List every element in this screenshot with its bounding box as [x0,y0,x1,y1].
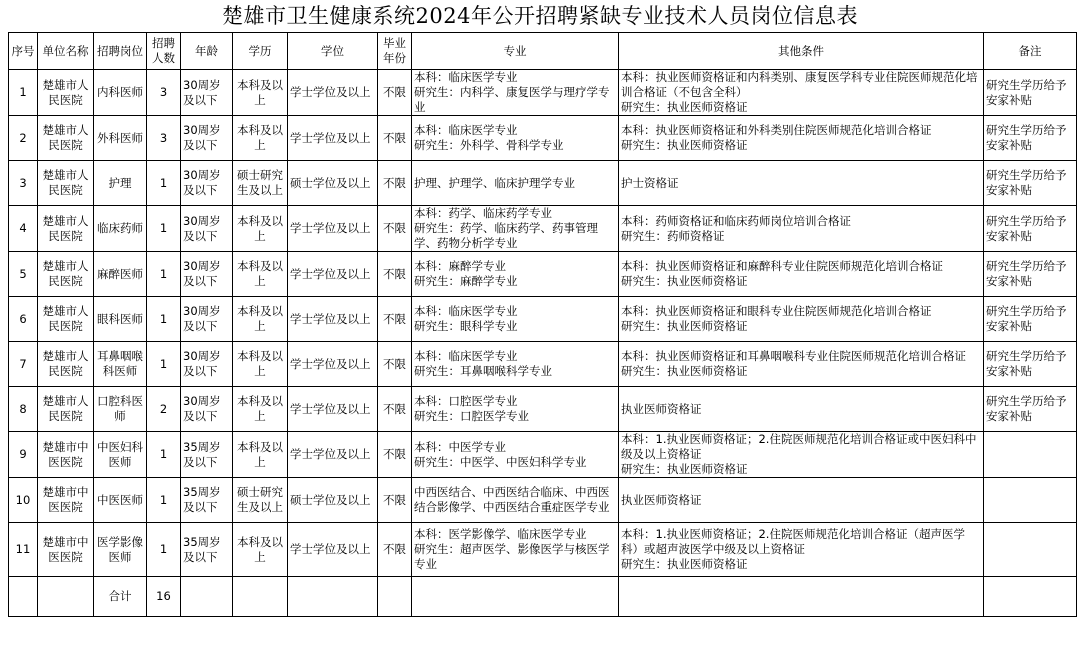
cell-graduation-year: 不限 [378,116,412,161]
cell-note: 研究生学历给予安家补贴 [984,297,1077,342]
table-row [9,206,1077,252]
cell-education: 本科及以上 [233,116,288,161]
cell-degree: 学士学位及以上 [288,523,378,577]
cell-no: 7 [9,342,38,387]
cell-unit: 楚雄市中医医院 [38,523,94,577]
cell-degree: 硕士学位及以上 [288,478,378,523]
cell-note: 研究生学历给予安家补贴 [984,70,1077,116]
cell-post: 护理 [94,161,147,206]
cell-note [984,523,1077,577]
table-row [9,478,1077,523]
cell-education: 本科及以上 [233,252,288,297]
cell-note [984,478,1077,523]
cell-post: 中医医师 [94,478,147,523]
column-header-degree: 学位 [288,33,378,70]
cell-major: 本科：中医学专业 研究生：中医学、中医妇科学专业 [412,432,619,478]
cell-degree: 学士学位及以上 [288,297,378,342]
cell-graduation-year: 不限 [378,432,412,478]
empty-cell [288,577,378,617]
column-header-age: 年龄 [181,33,233,70]
table-row [9,70,1077,116]
cell-count: 1 [147,523,181,577]
cell-graduation-year: 不限 [378,523,412,577]
cell-other-conditions: 本科：执业医师资格证和内科类别、康复医学科专业住院医师规范化培训合格证（不包含全科） 研究生：执业医师资格证 [619,70,984,116]
column-header-count: 招聘人数 [147,33,181,70]
empty-cell [412,577,619,617]
cell-age: 30周岁及以下 [181,116,233,161]
cell-major: 护理、护理学、临床护理学专业 [412,161,619,206]
cell-major: 本科：临床医学专业 研究生：眼科学专业 [412,297,619,342]
cell-count: 1 [147,297,181,342]
cell-major: 本科：药学、临床药学专业 研究生：药学、临床药学、药事管理学、药物分析学专业 [412,206,619,252]
cell-other-conditions: 本科：执业医师资格证和麻醉科专业住院医师规范化培训合格证 研究生：执业医师资格证 [619,252,984,297]
recruitment-table [8,32,1077,617]
cell-post: 口腔科医师 [94,387,147,432]
cell-post: 耳鼻咽喉科医师 [94,342,147,387]
cell-no: 2 [9,116,38,161]
document-title: 楚雄市卫生健康系统2024年公开招聘紧缺专业技术人员岗位信息表 [222,4,858,28]
cell-no: 11 [9,523,38,577]
cell-degree: 学士学位及以上 [288,70,378,116]
cell-degree: 学士学位及以上 [288,206,378,252]
empty-cell [9,577,38,617]
cell-age: 30周岁及以下 [181,297,233,342]
cell-degree: 学士学位及以上 [288,342,378,387]
cell-count: 1 [147,161,181,206]
column-header-graduation-year: 毕业年份 [378,33,412,70]
cell-post: 中医妇科医师 [94,432,147,478]
cell-age: 35周岁及以下 [181,432,233,478]
empty-cell [984,577,1077,617]
cell-count: 1 [147,206,181,252]
cell-post: 临床药师 [94,206,147,252]
cell-education: 本科及以上 [233,70,288,116]
column-header-education: 学历 [233,33,288,70]
cell-post: 眼科医师 [94,297,147,342]
cell-age: 30周岁及以下 [181,161,233,206]
empty-cell [233,577,288,617]
cell-count: 2 [147,387,181,432]
table-row [9,523,1077,577]
cell-count: 1 [147,342,181,387]
cell-degree: 学士学位及以上 [288,387,378,432]
cell-unit: 楚雄市人民医院 [38,70,94,116]
cell-education: 本科及以上 [233,523,288,577]
column-header-no: 序号 [9,33,38,70]
cell-major: 本科：麻醉学专业 研究生：麻醉学专业 [412,252,619,297]
cell-other-conditions: 本科：执业医师资格证和外科类别住院医师规范化培训合格证 研究生：执业医师资格证 [619,116,984,161]
cell-major: 本科：临床医学专业 研究生：内科学、康复医学与理疗学专业 [412,70,619,116]
cell-major: 中西医结合、中西医结合临床、中西医结合影像学、中西医结合重症医学专业 [412,478,619,523]
cell-major: 本科：医学影像学、临床医学专业 研究生：超声医学、影像医学与核医学专业 [412,523,619,577]
table-row [9,116,1077,161]
cell-major: 本科：口腔医学专业 研究生：口腔医学专业 [412,387,619,432]
cell-degree: 学士学位及以上 [288,116,378,161]
table-row [9,387,1077,432]
cell-age: 35周岁及以下 [181,478,233,523]
cell-post: 外科医师 [94,116,147,161]
cell-unit: 楚雄市人民医院 [38,297,94,342]
empty-cell [38,577,94,617]
cell-degree: 硕士学位及以上 [288,161,378,206]
cell-unit: 楚雄市人民医院 [38,342,94,387]
column-header-major: 专业 [412,33,619,70]
cell-count: 1 [147,252,181,297]
total-label: 合计 [94,577,147,617]
column-header-note: 备注 [984,33,1077,70]
column-header-post: 招聘岗位 [94,33,147,70]
table-row [9,342,1077,387]
cell-post: 内科医师 [94,70,147,116]
cell-unit: 楚雄市人民医院 [38,116,94,161]
empty-cell [619,577,984,617]
cell-note: 研究生学历给予安家补贴 [984,116,1077,161]
cell-graduation-year: 不限 [378,161,412,206]
total-row [9,577,1077,617]
cell-no: 1 [9,70,38,116]
total-count: 16 [147,577,181,617]
cell-major: 本科：临床医学专业 研究生：耳鼻咽喉科学专业 [412,342,619,387]
cell-unit: 楚雄市人民医院 [38,387,94,432]
cell-count: 3 [147,116,181,161]
cell-no: 6 [9,297,38,342]
cell-graduation-year: 不限 [378,297,412,342]
cell-education: 本科及以上 [233,387,288,432]
table-row [9,161,1077,206]
cell-no: 4 [9,206,38,252]
cell-age: 30周岁及以下 [181,70,233,116]
cell-age: 30周岁及以下 [181,342,233,387]
cell-other-conditions: 执业医师资格证 [619,387,984,432]
cell-other-conditions: 本科：执业医师资格证和耳鼻咽喉科专业住院医师规范化培训合格证 研究生：执业医师资格证 [619,342,984,387]
cell-graduation-year: 不限 [378,342,412,387]
cell-note [984,432,1077,478]
column-header-other-conditions: 其他条件 [619,33,984,70]
cell-education: 本科及以上 [233,297,288,342]
cell-unit: 楚雄市中医医院 [38,478,94,523]
cell-education: 本科及以上 [233,342,288,387]
cell-unit: 楚雄市人民医院 [38,161,94,206]
cell-age: 35周岁及以下 [181,523,233,577]
cell-other-conditions: 本科：1.执业医师资格证；2.住院医师规范化培训合格证或中医妇科中级及以上资格证 研究生：执业医师资格证 [619,432,984,478]
cell-degree: 学士学位及以上 [288,432,378,478]
cell-education: 硕士研究生及以上 [233,161,288,206]
cell-graduation-year: 不限 [378,206,412,252]
cell-degree: 学士学位及以上 [288,252,378,297]
cell-post: 医学影像医师 [94,523,147,577]
cell-note: 研究生学历给予安家补贴 [984,252,1077,297]
cell-no: 3 [9,161,38,206]
cell-note: 研究生学历给予安家补贴 [984,387,1077,432]
cell-education: 本科及以上 [233,432,288,478]
cell-no: 5 [9,252,38,297]
cell-age: 30周岁及以下 [181,252,233,297]
cell-unit: 楚雄市人民医院 [38,252,94,297]
table-row [9,252,1077,297]
cell-age: 30周岁及以下 [181,387,233,432]
cell-other-conditions: 本科：执业医师资格证和眼科专业住院医师规范化培训合格证 研究生：执业医师资格证 [619,297,984,342]
cell-education: 硕士研究生及以上 [233,478,288,523]
cell-no: 9 [9,432,38,478]
cell-count: 3 [147,70,181,116]
cell-post: 麻醉医师 [94,252,147,297]
cell-count: 1 [147,432,181,478]
cell-graduation-year: 不限 [378,387,412,432]
empty-cell [181,577,233,617]
cell-other-conditions: 护士资格证 [619,161,984,206]
cell-education: 本科及以上 [233,206,288,252]
empty-cell [378,577,412,617]
cell-unit: 楚雄市人民医院 [38,206,94,252]
cell-other-conditions: 执业医师资格证 [619,478,984,523]
cell-graduation-year: 不限 [378,70,412,116]
table-row [9,432,1077,478]
cell-unit: 楚雄市中医医院 [38,432,94,478]
table-row [9,297,1077,342]
cell-no: 10 [9,478,38,523]
cell-note: 研究生学历给予安家补贴 [984,206,1077,252]
cell-count: 1 [147,478,181,523]
cell-graduation-year: 不限 [378,478,412,523]
cell-other-conditions: 本科：1.执业医师资格证；2.住院医师规范化培训合格证（超声医学科）或超声波医学中级及以上资格证 研究生：执业医师资格证 [619,523,984,577]
cell-graduation-year: 不限 [378,252,412,297]
cell-note: 研究生学历给予安家补贴 [984,161,1077,206]
cell-other-conditions: 本科：药师资格证和临床药师岗位培训合格证 研究生：药师资格证 [619,206,984,252]
cell-no: 8 [9,387,38,432]
cell-note: 研究生学历给予安家补贴 [984,342,1077,387]
cell-age: 30周岁及以下 [181,206,233,252]
cell-major: 本科：临床医学专业 研究生：外科学、骨科学专业 [412,116,619,161]
header-row [9,33,1077,70]
column-header-unit: 单位名称 [38,33,94,70]
